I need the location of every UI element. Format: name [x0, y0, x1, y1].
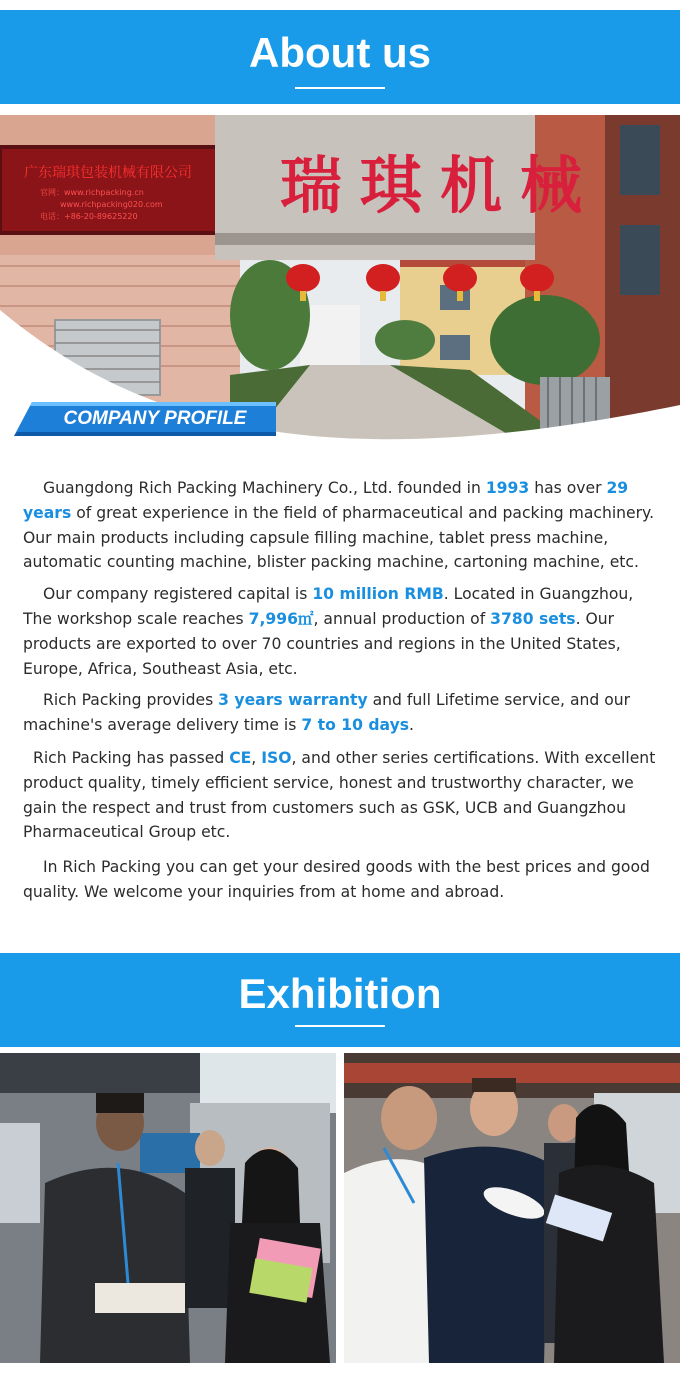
led-sign-line3: 电话：+86-20-89625220 — [40, 212, 138, 221]
exhibition-title: Exhibition — [238, 970, 442, 1017]
exhibition-photo-left — [0, 1053, 336, 1363]
company-profile-label: COMPANY PROFILE — [63, 408, 247, 429]
highlight-years: 29 years — [23, 479, 629, 522]
highlight-year: 1993 — [485, 479, 530, 497]
title-underline — [295, 1025, 385, 1027]
about-us-title: About us — [249, 29, 431, 76]
led-sign-title: 广东瑞琪包装机械有限公司 — [24, 165, 192, 181]
highlight-capital: 10 million RMB — [312, 585, 444, 604]
paragraph-warranty — [23, 688, 659, 738]
text: , and other series certifications. With excellent product quality, timely efficient service, honest and trustworthy character, we gain the respect and trust from customers such as GSK, UCB and Guangzhou Pharmaceutical Group etc. — [23, 748, 656, 842]
text: Our company registered capital is — [43, 585, 313, 604]
title-underline — [295, 87, 385, 89]
highlight-production: 3780 sets — [490, 609, 576, 628]
about-us-banner — [0, 10, 680, 104]
company-description — [23, 476, 659, 912]
text: . Our products are exported to over 70 countries and regions in the United States, Europe, Africa, Southeast Asia, etc. — [23, 609, 621, 678]
text: Guangdong Rich Packing Machinery Co., Ltd. founded in — [43, 479, 486, 497]
text: . Located in Guangzhou, The workshop scale reaches — [23, 585, 634, 628]
text: . — [409, 716, 414, 735]
text: Rich Packing has passed — [33, 748, 230, 767]
text: has over — [529, 479, 607, 497]
text: In Rich Packing you can get your desired goods with the best prices and good quality. We welcome your inquiries from at home and abroad. — [23, 858, 650, 901]
highlight-ce: CE — [229, 748, 252, 767]
led-sign-line1: 官网：www.richpacking.cn — [40, 188, 144, 197]
text: and full Lifetime service, and our machine's average delivery time is — [23, 691, 631, 735]
exhibition-photo-right — [344, 1053, 680, 1363]
text: , — [251, 748, 262, 767]
text: Rich Packing provides — [43, 691, 219, 710]
text: , annual production of — [313, 609, 491, 628]
led-sign-line2: www.richpacking020.com — [60, 200, 163, 209]
highlight-iso: ISO — [261, 748, 292, 767]
paragraph-founding — [23, 476, 659, 575]
text: of great experience in the field of pharmaceutical and packing machinery. Our main products including capsule filling machine, tablet press machine, automatic counting machine, blister packing machine, cartoning machine, etc. — [23, 503, 655, 572]
highlight-warranty: 3 years warranty — [218, 691, 368, 710]
paragraph-capital — [23, 582, 659, 681]
paragraph-certifications — [23, 746, 659, 845]
highlight-area: 7,996㎡ — [248, 609, 314, 628]
paragraph-welcome — [23, 855, 659, 905]
highlight-delivery: 7 to 10 days — [301, 716, 410, 735]
gate-sign-chinese: 瑞琪机械 — [279, 149, 601, 222]
exhibition-banner — [0, 953, 680, 1047]
company-profile-badge — [14, 402, 276, 436]
